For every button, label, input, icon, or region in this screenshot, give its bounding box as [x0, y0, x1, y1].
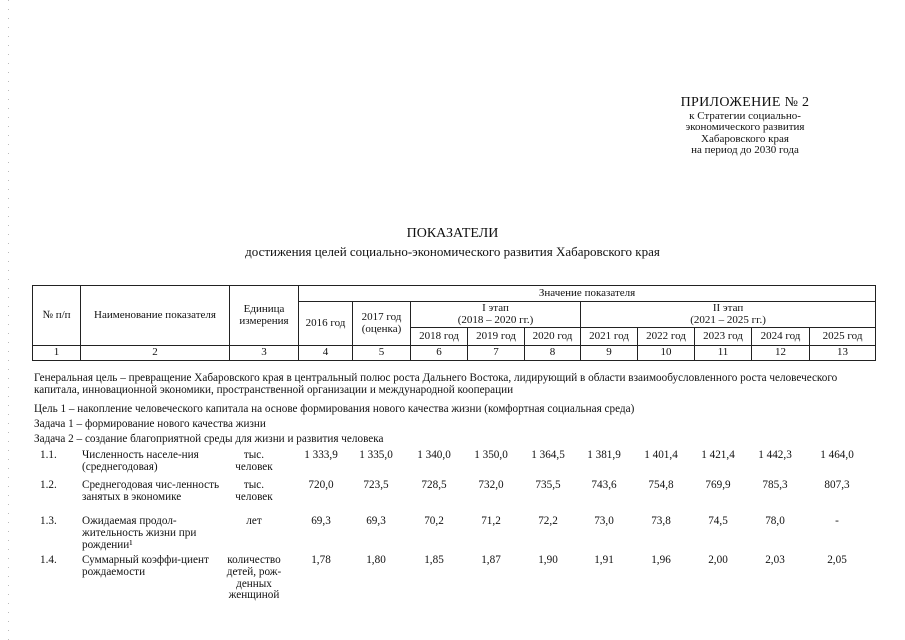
value-2020: 735,5: [535, 479, 561, 491]
header-stage-2: [581, 302, 876, 328]
column-number: 12: [752, 346, 810, 361]
header-year: 2021 год: [581, 328, 638, 346]
value-2018: 70,2: [424, 515, 444, 527]
header-2017: 2017 год (оценка): [353, 302, 411, 346]
stage-2-range: (2021 – 2025 гг.): [690, 313, 766, 326]
header-num: № п/п: [33, 286, 81, 346]
value-2017: 723,5: [363, 479, 389, 491]
value-2024: 2,03: [765, 554, 785, 566]
column-number: 3: [230, 346, 299, 361]
value-2025: 1 464,0: [820, 449, 854, 461]
value-2022: 754,8: [648, 479, 674, 491]
value-2019: 732,0: [478, 479, 504, 491]
indicator-name: Ожидаемая продол-жительность жизни при рождении¹: [82, 515, 197, 551]
title-line-1: ПОКАЗАТЕЛИ: [406, 226, 499, 241]
header-year: 2024 год: [752, 328, 810, 346]
scan-edge-dots: [8, 0, 9, 640]
document-title: [0, 226, 905, 260]
value-2020: 72,2: [538, 515, 558, 527]
value-2016: 720,0: [308, 479, 334, 491]
value-2021: 1 381,9: [587, 449, 621, 461]
header-value-group: Значение показателя: [299, 286, 876, 302]
indicator-name: Среднегодовая чис-ленность занятых в экономике: [82, 479, 220, 503]
value-2018: 1 340,0: [417, 449, 451, 461]
value-2017: 69,3: [366, 515, 386, 527]
column-number: 5: [353, 346, 411, 361]
appendix-line: на период до 2030 года: [691, 144, 799, 157]
general-goal: Генеральная цель – превращение Хабаровского края в центральный полюс роста Дальнего Востока, лидирующий в области взаимообусловленного роста человеческого капитала, инновационной экономики, пространственной организации и международной кооперации: [34, 372, 838, 396]
header-year: 2025 год: [810, 328, 876, 346]
value-2018: 1,85: [424, 554, 444, 566]
row-number: 1.2.: [40, 479, 57, 491]
task-2: Задача 2 – создание благоприятной среды для жизни и развития человека: [34, 433, 384, 445]
stage-1-range: (2018 – 2020 гг.): [457, 313, 534, 326]
value-2025: -: [835, 515, 839, 527]
value-2016: 1,78: [311, 554, 331, 566]
appendix-line: экономического развития: [685, 121, 805, 134]
column-number: 13: [810, 346, 876, 361]
stage-1-label: I этап: [482, 301, 509, 314]
value-2019: 1,87: [481, 554, 501, 566]
value-2022: 1,96: [651, 554, 671, 566]
value-2020: 1 364,5: [531, 449, 565, 461]
value-2017: 1,80: [366, 554, 386, 566]
column-number: 2: [81, 346, 230, 361]
column-number: 8: [525, 346, 581, 361]
value-2017: 1 335,0: [359, 449, 393, 461]
value-2016: 69,3: [311, 515, 331, 527]
value-2023: 74,5: [708, 515, 728, 527]
goal-1: Цель 1 – накопление человеческого капитала на основе формирования нового качества жизни (комфортная социальная среда): [34, 403, 635, 415]
indicator-unit: тыс. человек: [235, 479, 273, 503]
value-2023: 1 421,4: [701, 449, 735, 461]
appendix-line: к Стратегии социально-: [689, 109, 801, 122]
value-2021: 1,91: [594, 554, 614, 566]
value-2023: 769,9: [705, 479, 731, 491]
indicator-name: Суммарный коэффи-циент рождаемости: [82, 554, 209, 578]
column-number: 9: [581, 346, 638, 361]
indicator-unit: тыс. человек: [235, 449, 273, 473]
value-2020: 1,90: [538, 554, 558, 566]
header-year: 2022 год: [638, 328, 695, 346]
column-number: 4: [299, 346, 353, 361]
value-2022: 1 401,4: [644, 449, 678, 461]
task-1: Задача 1 – формирование нового качества жизни: [34, 418, 266, 430]
row-number: 1.4.: [40, 554, 57, 566]
value-2016: 1 333,9: [304, 449, 338, 461]
header-year: 2018 год: [411, 328, 468, 346]
title-line-2: достижения целей социально-экономического развития Хабаровского края: [245, 244, 660, 259]
column-number: 7: [468, 346, 525, 361]
indicator-unit: лет: [246, 515, 262, 527]
appendix-block: [610, 96, 880, 157]
value-2023: 2,00: [708, 554, 728, 566]
value-2024: 785,3: [762, 479, 788, 491]
column-number: 6: [411, 346, 468, 361]
indicators-table-header: [32, 285, 876, 361]
column-number: 10: [638, 346, 695, 361]
indicator-name: Численность населе-ния (среднегодовая): [82, 449, 199, 473]
header-year: 2019 год: [468, 328, 525, 346]
row-number: 1.3.: [40, 515, 57, 527]
header-year: 2023 год: [695, 328, 752, 346]
row-number: 1.1.: [40, 449, 57, 461]
indicator-unit: количество детей, рож-денных женщиной: [226, 554, 282, 602]
column-number: 1: [33, 346, 81, 361]
value-2018: 728,5: [421, 479, 447, 491]
header-2016: 2016 год: [299, 302, 353, 346]
header-name: Наименование показателя: [81, 286, 230, 346]
value-2021: 73,0: [594, 515, 614, 527]
value-2019: 1 350,0: [474, 449, 508, 461]
value-2022: 73,8: [651, 515, 671, 527]
value-2025: 2,05: [827, 554, 847, 566]
value-2025: 807,3: [824, 479, 850, 491]
stage-2-label: II этап: [712, 301, 744, 314]
value-2021: 743,6: [591, 479, 617, 491]
appendix-line: Хабаровского края: [701, 132, 789, 145]
header-unit: Единица измерения: [230, 286, 299, 346]
value-2024: 1 442,3: [758, 449, 792, 461]
appendix-title: ПРИЛОЖЕНИЕ № 2: [680, 95, 810, 110]
value-2019: 71,2: [481, 515, 501, 527]
column-number: 11: [695, 346, 752, 361]
header-year: 2020 год: [525, 328, 581, 346]
header-stage-1: [411, 302, 581, 328]
value-2024: 78,0: [765, 515, 785, 527]
